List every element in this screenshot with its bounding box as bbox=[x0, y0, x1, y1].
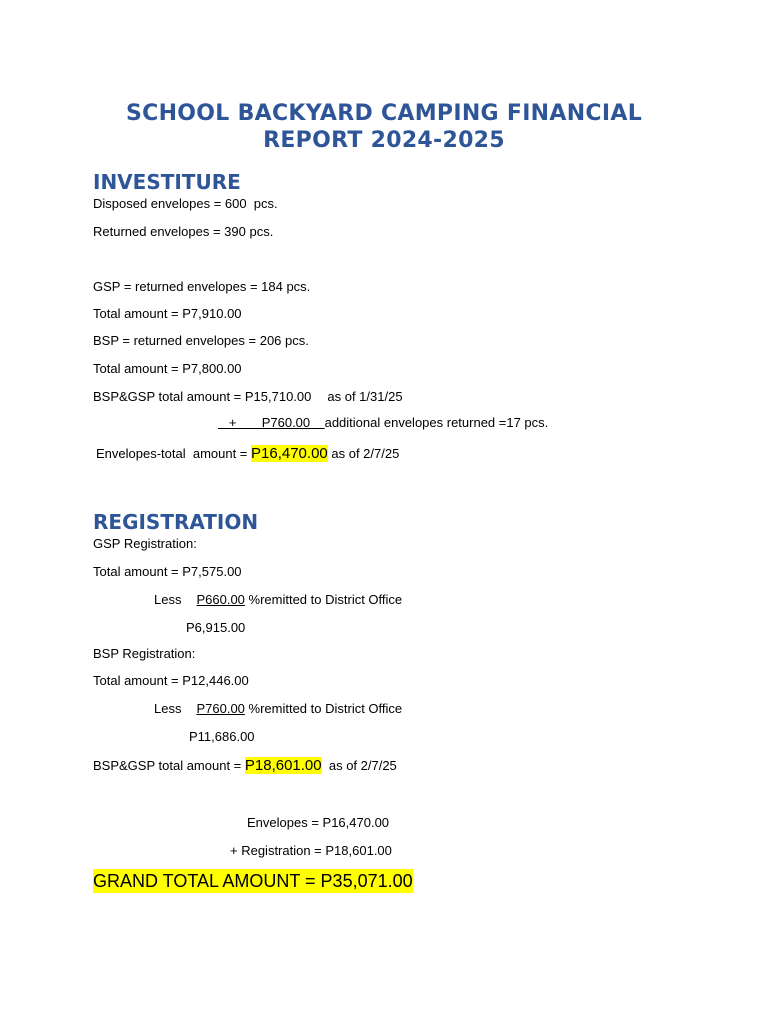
additional-amount: + P760.00 bbox=[218, 415, 325, 430]
registration-total-label: BSP&GSP total amount = bbox=[93, 758, 245, 773]
bsp-gsp-total-line bbox=[93, 389, 403, 405]
investiture-heading: INVESTITURE bbox=[93, 170, 241, 194]
report-title-line-2: REPORT 2024-2025 bbox=[263, 128, 505, 153]
envelopes-total-label: Envelopes-total amount = bbox=[96, 446, 252, 461]
gsp-less-line bbox=[154, 592, 402, 608]
summary-registration: + Registration = P18,601.00 bbox=[230, 843, 392, 858]
registration-total-line bbox=[93, 758, 397, 774]
gsp-less-label: Less bbox=[154, 592, 182, 607]
gsp-registration-total: Total amount = P7,575.00 bbox=[93, 564, 242, 579]
bsp-less-label: Less bbox=[154, 701, 182, 716]
additional-envelopes-line bbox=[218, 415, 548, 431]
additional-envelopes-text: additional envelopes returned =17 pcs. bbox=[324, 415, 549, 430]
bsp-returned-envelopes: BSP = returned envelopes = 206 pcs. bbox=[93, 333, 309, 348]
envelopes-total-line bbox=[96, 446, 399, 462]
registration-total-asof: as of 2/7/25 bbox=[321, 758, 397, 773]
disposed-envelopes: Disposed envelopes = 600 pcs. bbox=[93, 196, 278, 211]
report-title-line-1: SCHOOL BACKYARD CAMPING FINANCIAL bbox=[125, 101, 643, 126]
bsp-gsp-total-amount: BSP&GSP total amount = P15,710.00 bbox=[93, 389, 312, 404]
gsp-less-amount: P660.00 bbox=[196, 592, 245, 607]
bsp-total-amount: Total amount = P7,800.00 bbox=[93, 361, 242, 376]
bsp-registration-total: Total amount = P12,446.00 bbox=[93, 673, 249, 688]
bsp-less-amount: P760.00 bbox=[196, 701, 245, 716]
returned-envelopes: Returned envelopes = 390 pcs. bbox=[93, 224, 274, 239]
gsp-less-text: %remitted to District Office bbox=[244, 592, 403, 607]
bsp-registration-label: BSP Registration: bbox=[93, 646, 196, 661]
gsp-returned-envelopes: GSP = returned envelopes = 184 pcs. bbox=[93, 279, 311, 294]
registration-heading: REGISTRATION bbox=[93, 510, 259, 534]
bsp-less-line bbox=[154, 701, 402, 717]
envelopes-total-value: P16,470.00 bbox=[251, 445, 328, 462]
summary-envelopes: Envelopes = P16,470.00 bbox=[247, 815, 390, 830]
bsp-less-text: %remitted to District Office bbox=[244, 701, 403, 716]
bsp-gsp-total-asof: as of 1/31/25 bbox=[327, 389, 403, 404]
registration-total-value: P18,601.00 bbox=[244, 757, 322, 774]
gsp-total-amount: Total amount = P7,910.00 bbox=[93, 306, 242, 321]
envelopes-total-asof: as of 2/7/25 bbox=[327, 446, 400, 461]
gsp-registration-label: GSP Registration: bbox=[93, 536, 197, 551]
grand-total-amount: GRAND TOTAL AMOUNT = P35,071.00 bbox=[93, 871, 413, 891]
gsp-net-amount: P6,915.00 bbox=[186, 620, 246, 635]
bsp-net-amount: P11,686.00 bbox=[189, 729, 255, 744]
